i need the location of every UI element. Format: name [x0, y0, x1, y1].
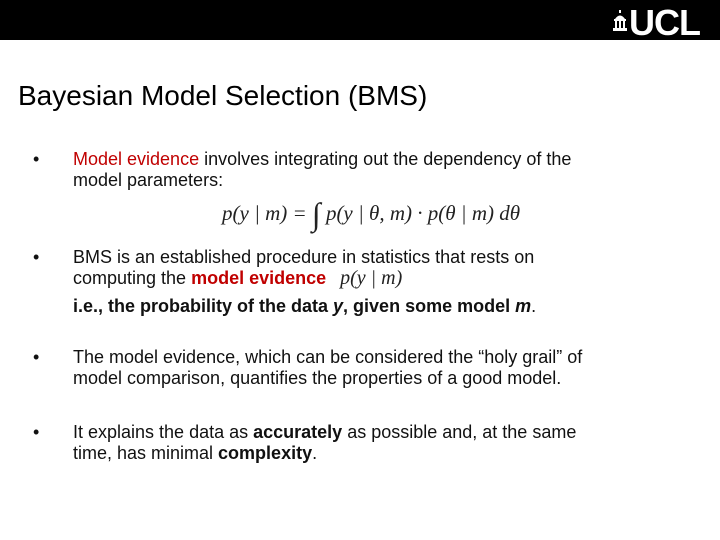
model-evidence-bold: model evidence	[191, 268, 327, 288]
bullet-dot: •	[33, 422, 40, 442]
accurately-bold: accurately	[253, 422, 343, 442]
ucl-logo	[613, 2, 700, 43]
bullet-2-definition: i.e., the probability of the data y, given some model m.	[73, 296, 537, 316]
integral-symbol: ∫	[311, 196, 321, 232]
model-evidence-highlight: Model evidence	[73, 149, 200, 169]
bullet-2-text: BMS is an established procedure in statistics that rests on computing the model evidence p(y | m) i.e., the probability of the data y, given some model m.	[73, 247, 537, 316]
bullet-3-text: The model evidence, which can be considered the “holy grail” of model comparison, quantifies the properties of a good model.	[73, 347, 583, 388]
logo-text: UCL	[629, 2, 700, 43]
bullet-dot: •	[33, 347, 40, 367]
evidence-equation: p(y | m) = ∫ p(y | θ, m) · p(θ | m) dθ	[222, 196, 521, 232]
bullet-1-text: Model evidence involves integrating out the dependency of the model parameters:	[73, 149, 572, 190]
complexity-bold: complexity	[218, 443, 313, 463]
bullet-4-text: It explains the data as accurately as possible and, at the same time, has minimal complexity.	[73, 422, 577, 463]
bullet-dot: •	[33, 247, 40, 267]
inline-evidence-formula: p(y | m)	[340, 267, 403, 289]
slide-title: Bayesian Model Selection (BMS)	[18, 80, 428, 111]
header-bar	[0, 0, 720, 43]
portico-dome-icon	[613, 10, 627, 32]
bullet-dot: •	[33, 149, 40, 169]
